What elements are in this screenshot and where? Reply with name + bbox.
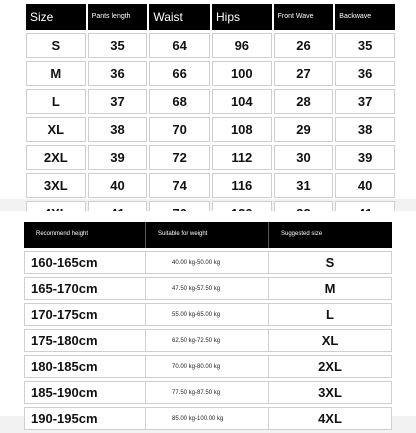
header-size: Size [26, 4, 86, 30]
hips-cell: 96 [212, 33, 272, 58]
size-cell: M [26, 61, 86, 86]
front-wave-cell: 28 [274, 89, 334, 114]
size-cell: 2XL [26, 145, 86, 170]
hips-cell: 112 [212, 145, 272, 170]
table-row [24, 303, 392, 326]
size-table-body [26, 33, 395, 226]
header-front-wave: Front Wave [274, 4, 334, 30]
height-cell: 190-195cm [24, 407, 146, 430]
hips-cell: 116 [212, 173, 272, 198]
recommendation-panel [0, 211, 416, 426]
header-suitable-weight: Suitable for weight [146, 222, 269, 248]
size-chart-panel [0, 0, 416, 199]
backwave-cell: 40 [335, 173, 395, 198]
front-wave-cell: 29 [274, 117, 334, 142]
suggested-size-cell: 2XL [269, 355, 392, 378]
table-row [26, 145, 395, 170]
backwave-cell: 37 [335, 89, 395, 114]
weight-range-cell: 70.00 kg-80.00 kg [146, 355, 269, 378]
table-row [26, 173, 395, 198]
header-hips: Hips [212, 4, 272, 30]
table-row [24, 251, 392, 274]
waist-cell: 66 [149, 61, 210, 86]
table-row [24, 407, 392, 430]
weight-range-cell: 77.50 kg-87.50 kg [146, 381, 269, 404]
backwave-cell: 36 [335, 61, 395, 86]
weight-range-cell: 85.00 kg-100.00 kg [146, 407, 269, 430]
pants-length-cell: 37 [88, 89, 148, 114]
suggested-size-cell: L [269, 303, 392, 326]
front-wave-cell: 26 [274, 33, 334, 58]
waist-cell: 70 [149, 117, 210, 142]
size-cell: L [26, 89, 86, 114]
header-pants-length: Pants length [88, 4, 148, 30]
height-cell: 180-185cm [24, 355, 146, 378]
weight-range-cell: 40.00 kg-50.00 kg [146, 251, 269, 274]
table-row [24, 355, 392, 378]
table-row [26, 89, 395, 114]
size-header-row [26, 4, 395, 30]
pants-length-cell: 38 [88, 117, 148, 142]
weight-range-cell: 55.00 kg-65.00 kg [146, 303, 269, 326]
pants-length-cell: 39 [88, 145, 148, 170]
table-row [24, 329, 392, 352]
header-suggested-size: Suggested size [269, 222, 392, 248]
pants-length-cell: 35 [88, 33, 148, 58]
table-row [24, 381, 392, 404]
height-cell: 170-175cm [24, 303, 146, 326]
suggested-size-cell: 4XL [269, 407, 392, 430]
front-wave-cell: 30 [274, 145, 334, 170]
size-chart-table [24, 1, 397, 229]
height-cell: 185-190cm [24, 381, 146, 404]
table-row [26, 61, 395, 86]
weight-range-cell: 62.50 kg-72.50 kg [146, 329, 269, 352]
hips-cell: 100 [212, 61, 272, 86]
table-row [26, 33, 395, 58]
table-row [26, 117, 395, 142]
suggested-size-cell: 3XL [269, 381, 392, 404]
size-cell: 3XL [26, 173, 86, 198]
backwave-cell: 39 [335, 145, 395, 170]
suggested-size-cell: XL [269, 329, 392, 352]
waist-cell: 64 [149, 33, 210, 58]
hips-cell: 108 [212, 117, 272, 142]
header-waist: Waist [149, 4, 210, 30]
waist-cell: 72 [149, 145, 210, 170]
waist-cell: 74 [149, 173, 210, 198]
hips-cell: 104 [212, 89, 272, 114]
weight-range-cell: 47.50 kg-57.50 kg [146, 277, 269, 300]
front-wave-cell: 31 [274, 173, 334, 198]
suggested-size-cell: M [269, 277, 392, 300]
recommendation-table-body [24, 251, 392, 430]
size-cell: XL [26, 117, 86, 142]
table-row [24, 277, 392, 300]
size-cell: S [26, 33, 86, 58]
pants-length-cell: 36 [88, 61, 148, 86]
recommendation-table [24, 219, 392, 433]
header-recommend-height: Recommend height [24, 222, 146, 248]
pants-length-cell: 40 [88, 173, 148, 198]
height-cell: 165-170cm [24, 277, 146, 300]
backwave-cell: 35 [335, 33, 395, 58]
suggested-size-cell: S [269, 251, 392, 274]
header-backwave: Backwave [335, 4, 395, 30]
front-wave-cell: 27 [274, 61, 334, 86]
waist-cell: 68 [149, 89, 210, 114]
recommend-header-row [24, 222, 392, 248]
height-cell: 160-165cm [24, 251, 146, 274]
height-cell: 175-180cm [24, 329, 146, 352]
backwave-cell: 38 [335, 117, 395, 142]
